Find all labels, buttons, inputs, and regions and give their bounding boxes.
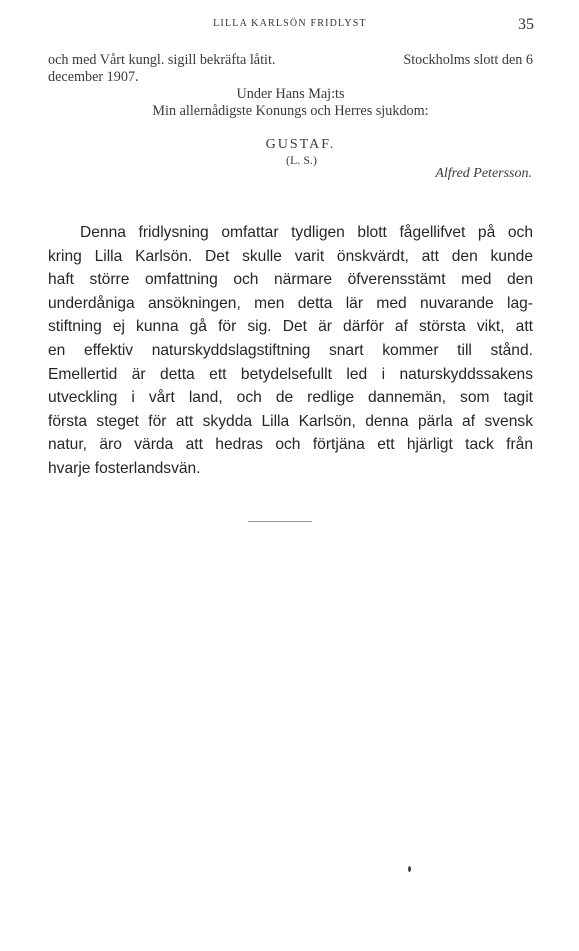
body-line: natur, äro värda att hedras och förtjäna ett hjärligt tack från: [48, 436, 533, 454]
body-line: kring Lilla Karlsön. Det skulle varit önskvärdt, att den kunde: [48, 247, 533, 265]
decree-line-1: [48, 52, 533, 69]
decree-text: [48, 52, 533, 120]
section-divider: [248, 521, 312, 522]
running-head: LILLA KARLSÖN FRIDLYST: [213, 18, 367, 29]
body-line: Denna fridlysning omfattar tydligen blott fågellifvet på och: [80, 224, 533, 241]
decree-line-1-right: Stockholms slott den 6: [403, 52, 533, 68]
ink-speck: [408, 866, 411, 872]
decree-line-3: Under Hans Maj:ts: [236, 86, 345, 102]
body-line: utveckling i vårt land, och de redlige dannemän, som tagit: [48, 389, 533, 407]
page-number: 35: [518, 16, 534, 33]
seal-mark: (L. S.): [286, 153, 317, 167]
body-line: stiftning ej kunna gå för sig. Det är därför af största vikt, att: [48, 318, 533, 336]
signature-block: [48, 137, 533, 167]
decree-line-1-left: och med Vårt kungl. sigill bekräfta låtit.: [48, 52, 276, 68]
body-line: underdåniga ansökningen, men detta lär med nuvarande lag-: [48, 294, 533, 312]
decree-line-2: december 1907.: [48, 69, 139, 85]
king-signature: GUSTAF.: [265, 137, 336, 152]
body-line: första steget för att skydda Lilla Karlsön, denna pärla af svensk: [48, 412, 533, 430]
body-line: en effektiv naturskyddslagstiftning snart kommer till stånd.: [48, 341, 533, 359]
body-line: haft större omfattning och närmare öfverensstämt med den: [48, 271, 533, 289]
decree-line-4: Min allernådigste Konungs och Herres sjukdom:: [152, 103, 429, 119]
countersignature: Alfred Petersson.: [435, 166, 532, 181]
body-line: hvarje fosterlandsvän.: [48, 459, 201, 477]
body-line: Emellertid är detta ett betydelsefullt led i naturskyddssakens: [48, 365, 533, 383]
body-paragraph: [48, 221, 533, 481]
